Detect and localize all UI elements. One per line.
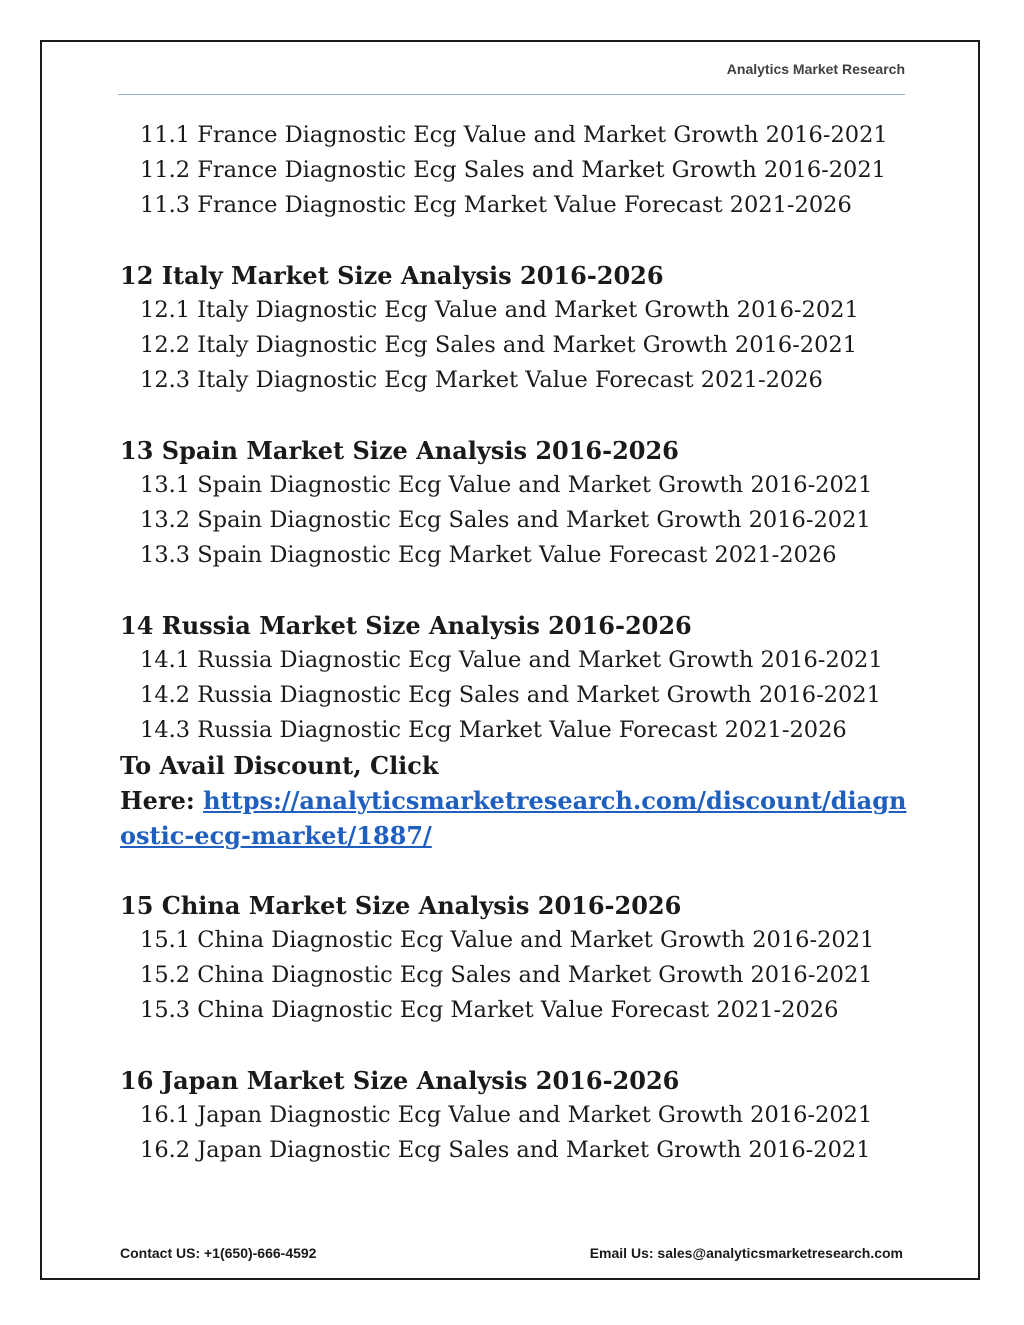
section-title-russia: 14 Russia Market Size Analysis 2016-2026 <box>120 611 692 640</box>
toc-entry-13-2: 13.2 Spain Diagnostic Ecg Sales and Market Growth 2016-2021 <box>140 507 871 533</box>
footer-email: Email Us: sales@analyticsmarketresearch.com <box>589 1245 903 1261</box>
promo-prefix: Here: <box>120 786 204 815</box>
section-title-spain: 13 Spain Market Size Analysis 2016-2026 <box>120 436 679 465</box>
toc-entry-12-2: 12.2 Italy Diagnostic Ecg Sales and Market Growth 2016-2021 <box>140 332 858 358</box>
toc-entry-15-1: 15.1 China Diagnostic Ecg Value and Market Growth 2016-2021 <box>140 927 875 953</box>
discount-link[interactable]: https://analyticsmarketresearch.com/discount/diagnostic-ecg-market/1887/ <box>120 786 907 850</box>
section-title-japan: 16 Japan Market Size Analysis 2016-2026 <box>120 1066 680 1095</box>
toc-entry-13-1: 13.1 Spain Diagnostic Ecg Value and Market Growth 2016-2021 <box>140 472 873 498</box>
toc-entry-11-2: 11.2 France Diagnostic Ecg Sales and Market Growth 2016-2021 <box>140 157 886 183</box>
toc-entry-16-1: 16.1 Japan Diagnostic Ecg Value and Market Growth 2016-2021 <box>140 1102 873 1128</box>
footer-contact: Contact US: +1(650)-666-4592 <box>120 1245 317 1261</box>
promo-link-line <box>120 783 910 853</box>
toc-entry-11-1: 11.1 France Diagnostic Ecg Value and Market Growth 2016-2021 <box>140 122 888 148</box>
promo-heading: To Avail Discount, Click <box>120 751 439 780</box>
toc-entry-16-2: 16.2 Japan Diagnostic Ecg Sales and Market Growth 2016-2021 <box>140 1137 871 1163</box>
table-of-contents <box>120 118 910 1168</box>
header-brand: Analytics Market Research <box>726 61 905 77</box>
toc-entry-15-2: 15.2 China Diagnostic Ecg Sales and Market Growth 2016-2021 <box>140 962 873 988</box>
toc-entry-14-2: 14.2 Russia Diagnostic Ecg Sales and Market Growth 2016-2021 <box>140 682 881 708</box>
header-divider <box>118 94 905 95</box>
section-title-china: 15 China Market Size Analysis 2016-2026 <box>120 891 682 920</box>
toc-entry-12-1: 12.1 Italy Diagnostic Ecg Value and Market Growth 2016-2021 <box>140 297 859 323</box>
toc-entry-14-1: 14.1 Russia Diagnostic Ecg Value and Market Growth 2016-2021 <box>140 647 883 673</box>
toc-entry-11-3: 11.3 France Diagnostic Ecg Market Value Forecast 2021-2026 <box>140 192 852 218</box>
toc-entry-13-3: 13.3 Spain Diagnostic Ecg Market Value Forecast 2021-2026 <box>140 542 837 568</box>
toc-entry-15-3: 15.3 China Diagnostic Ecg Market Value Forecast 2021-2026 <box>140 997 839 1023</box>
toc-entry-14-3: 14.3 Russia Diagnostic Ecg Market Value Forecast 2021-2026 <box>140 717 847 743</box>
section-title-italy: 12 Italy Market Size Analysis 2016-2026 <box>120 261 664 290</box>
toc-entry-12-3: 12.3 Italy Diagnostic Ecg Market Value Forecast 2021-2026 <box>140 367 823 393</box>
discount-promo <box>120 748 910 853</box>
